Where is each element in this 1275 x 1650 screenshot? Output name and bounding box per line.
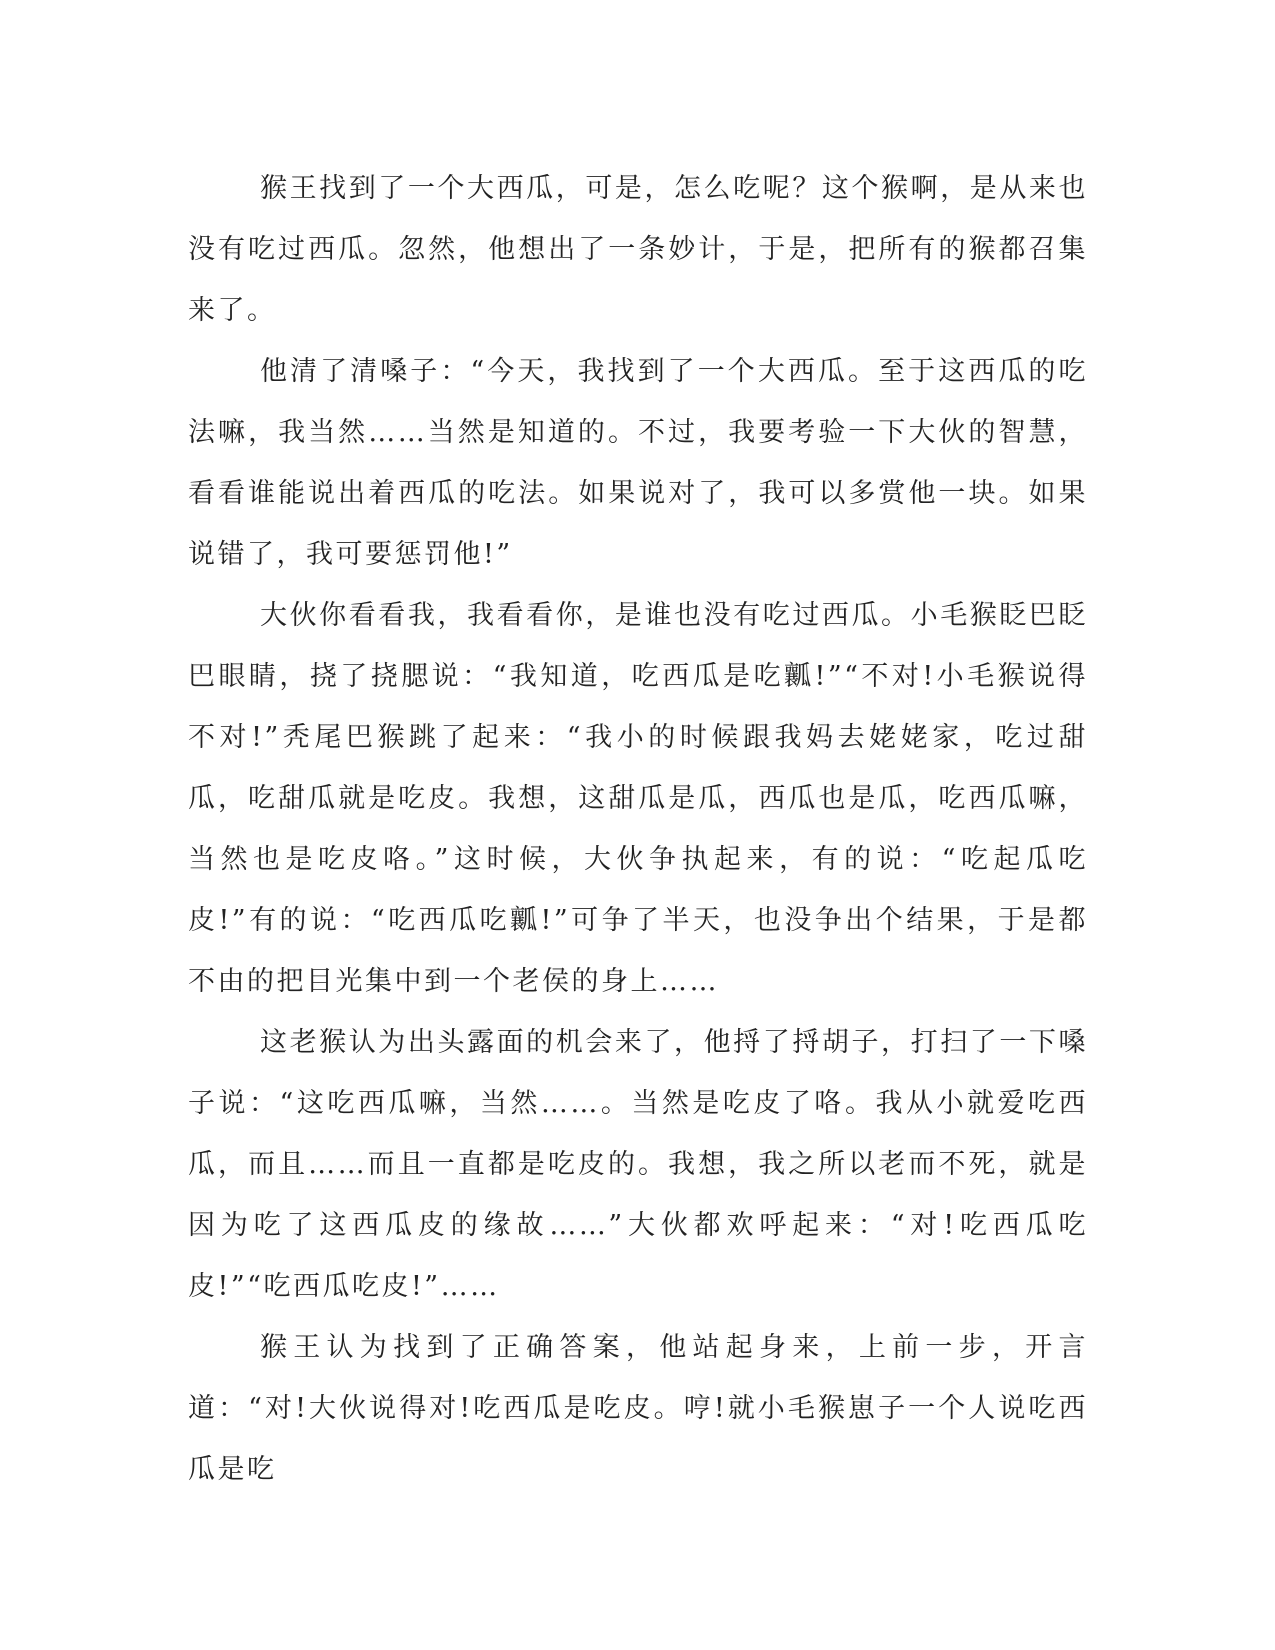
document-body [188,158,1088,1500]
paragraph-5: 猴王认为找到了正确答案，他站起身来，上前一步，开言道：“对!大伙说得对!吃西瓜是吃皮。哼!就小毛猴崽子一个人说吃西瓜是吃 [188,1332,1088,1485]
paragraph-4: 这老猴认为出头露面的机会来了，他捋了捋胡子，打扫了一下嗓子说：“这吃西瓜嘛，当然……。当然是吃皮了咯。我从小就爱吃西瓜，而且……而且一直都是吃皮的。我想，我之所以老而不死，就是因为吃了这西瓜皮的缘故……”大伙都欢呼起来：“对!吃西瓜吃皮!”“吃西瓜吃皮!”…… [188,1027,1088,1302]
paragraph-2: 他清了清嗓子：“今天，我找到了一个大西瓜。至于这西瓜的吃法嘛，我当然……当然是知道的。不过，我要考验一下大伙的智慧，看看谁能说出着西瓜的吃法。如果说对了，我可以多赏他一块。如果说错了，我可要惩罚他!” [188,356,1088,570]
paragraph-1: 猴王找到了一个大西瓜，可是，怎么吃呢？这个猴啊，是从来也没有吃过西瓜。忽然，他想出了一条妙计，于是，把所有的猴都召集来了。 [188,173,1088,326]
paragraph-3: 大伙你看看我，我看看你，是谁也没有吃过西瓜。小毛猴眨巴眨巴眼睛，挠了挠腮说：“我知道，吃西瓜是吃瓤!”“不对!小毛猴说得不对!”秃尾巴猴跳了起来：“我小的时候跟我妈去姥姥家，吃过甜瓜，吃甜瓜就是吃皮。我想，这甜瓜是瓜，西瓜也是瓜，吃西瓜嘛，当然也是吃皮咯。”这时候，大伙争执起来，有的说：“吃起瓜吃皮!”有的说：“吃西瓜吃瓤!”可争了半天，也没争出个结果，于是都不由的把目光集中到一个老侯的身上…… [188,600,1088,997]
